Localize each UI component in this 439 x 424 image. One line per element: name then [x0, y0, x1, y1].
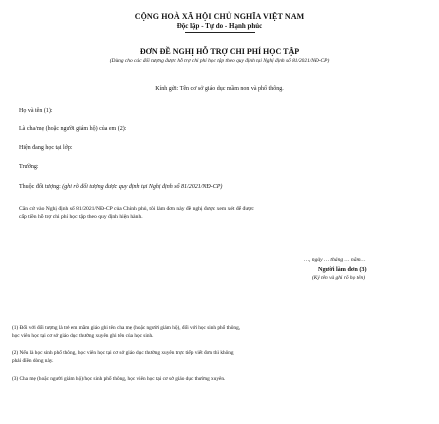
field-category-note: (ghi rõ đối tượng được quy định tại Nghị định số 81/2021/NĐ-CP)	[62, 184, 223, 190]
field-full-name: Họ và tên (1):	[19, 108, 53, 114]
field-school: Trường:	[19, 164, 39, 170]
request-text-line-2: cấp tiền hỗ trợ chi phí học tập theo quy định hiện hành.	[19, 214, 143, 220]
national-motto: Độc lập - Tự do - Hạnh phúc	[176, 22, 263, 30]
note-1-line-1: (1) Đối với đối tượng là trẻ em mầm giáo ghi tên cha mẹ (hoặc người giám hộ), đối với học sinh phổ thông,	[12, 325, 241, 331]
field-current-class: Hiện đang học tại lớp:	[19, 145, 73, 151]
signature-date: …, ngày … tháng … năm…	[304, 257, 366, 263]
note-2-line-2: phải điền dòng này.	[12, 358, 54, 364]
addressee: Kính gửi: Tên cơ sở giáo dục mầm non và phổ thông.	[155, 86, 284, 92]
signature-instruction: (Ký tên và ghi rõ họ tên)	[312, 275, 365, 281]
motto-underline	[185, 32, 255, 33]
field-category	[19, 184, 222, 190]
request-text-line-1: Căn cứ vào Nghị định số 81/2021/NĐ-CP của Chính phủ, tôi làm đơn này đề nghị được xem xét để được	[19, 206, 254, 212]
document-subtitle: (Dùng cho các đối tượng được hỗ trợ chi phí học tập theo quy định tại Nghị định số 81/2021/NĐ-CP)	[109, 58, 330, 64]
note-1-line-2: học viên học tại cơ sở giáo dục thường xuyên ghi tên của học sinh.	[12, 333, 154, 339]
document-title: ĐƠN ĐỀ NGHỊ HỖ TRỢ CHI PHÍ HỌC TẬP	[139, 47, 300, 56]
country-heading: CỘNG HOÀ XÃ HỘI CHỦ NGHĨA VIỆT NAM	[134, 12, 305, 21]
field-parent-of: Là cha/mẹ (hoặc người giám hộ) của em (2):	[19, 126, 127, 132]
note-2-line-1: (2) Nếu là học sinh phổ thông, học viên học tại cơ sở giáo dục thường xuyên trực tiếp viết đơn thì không	[12, 350, 234, 356]
note-3: (3) Cha mẹ (hoặc người giám hộ)/học sinh phổ thông, học viên học tại cơ sở giáo dục thường xuyên.	[12, 376, 226, 382]
field-category-label: Thuộc đối tượng:	[19, 184, 61, 190]
signature-role: Người làm đơn (3)	[318, 266, 367, 273]
